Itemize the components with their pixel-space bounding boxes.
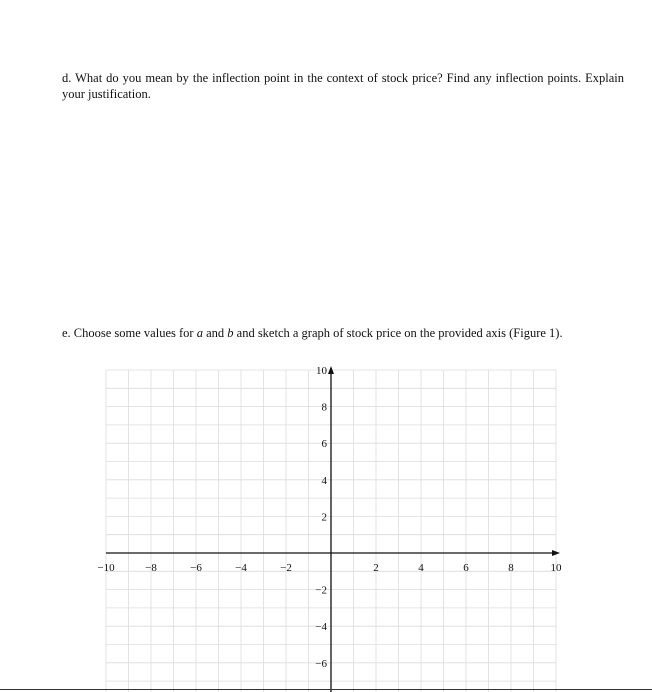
x-tick-label: −10 [97,562,115,574]
x-tick-label: −6 [190,562,202,574]
y-tick-label: −6 [315,657,327,670]
y-tick-label: 2 [321,511,327,524]
question-e-text-after: and sketch a graph of stock price on the provided axis (Figure 1). [233,325,563,340]
x-tick-label: 2 [373,562,379,574]
y-tick-label: 6 [321,438,327,451]
x-tick-label: 10 [550,562,562,574]
tick-labels [97,365,562,670]
x-tick-label: −4 [235,562,247,574]
page-bottom-rule [0,689,652,690]
y-tick-label: 10 [316,365,327,377]
variable-b: b [227,325,234,340]
y-tick-label: −2 [315,584,327,597]
y-tick-label: −4 [315,621,327,634]
x-tick-label: 8 [508,562,514,574]
x-tick-label: 6 [463,562,469,574]
x-tick-label: −2 [280,562,292,574]
x-tick-label: −8 [145,562,157,574]
axes [106,366,560,692]
x-tick-label: 4 [418,562,424,574]
question-e-text-before: e. Choose some values for [62,325,197,340]
question-d-text: d. What do you mean by the inflection point in the context of stock price? Find any inflection points. Explain your justification. [62,70,624,101]
y-tick-label: 4 [321,474,327,487]
variable-a: a [196,325,203,340]
question-e-text-between: and [202,325,228,340]
y-tick-label: 8 [321,401,327,414]
